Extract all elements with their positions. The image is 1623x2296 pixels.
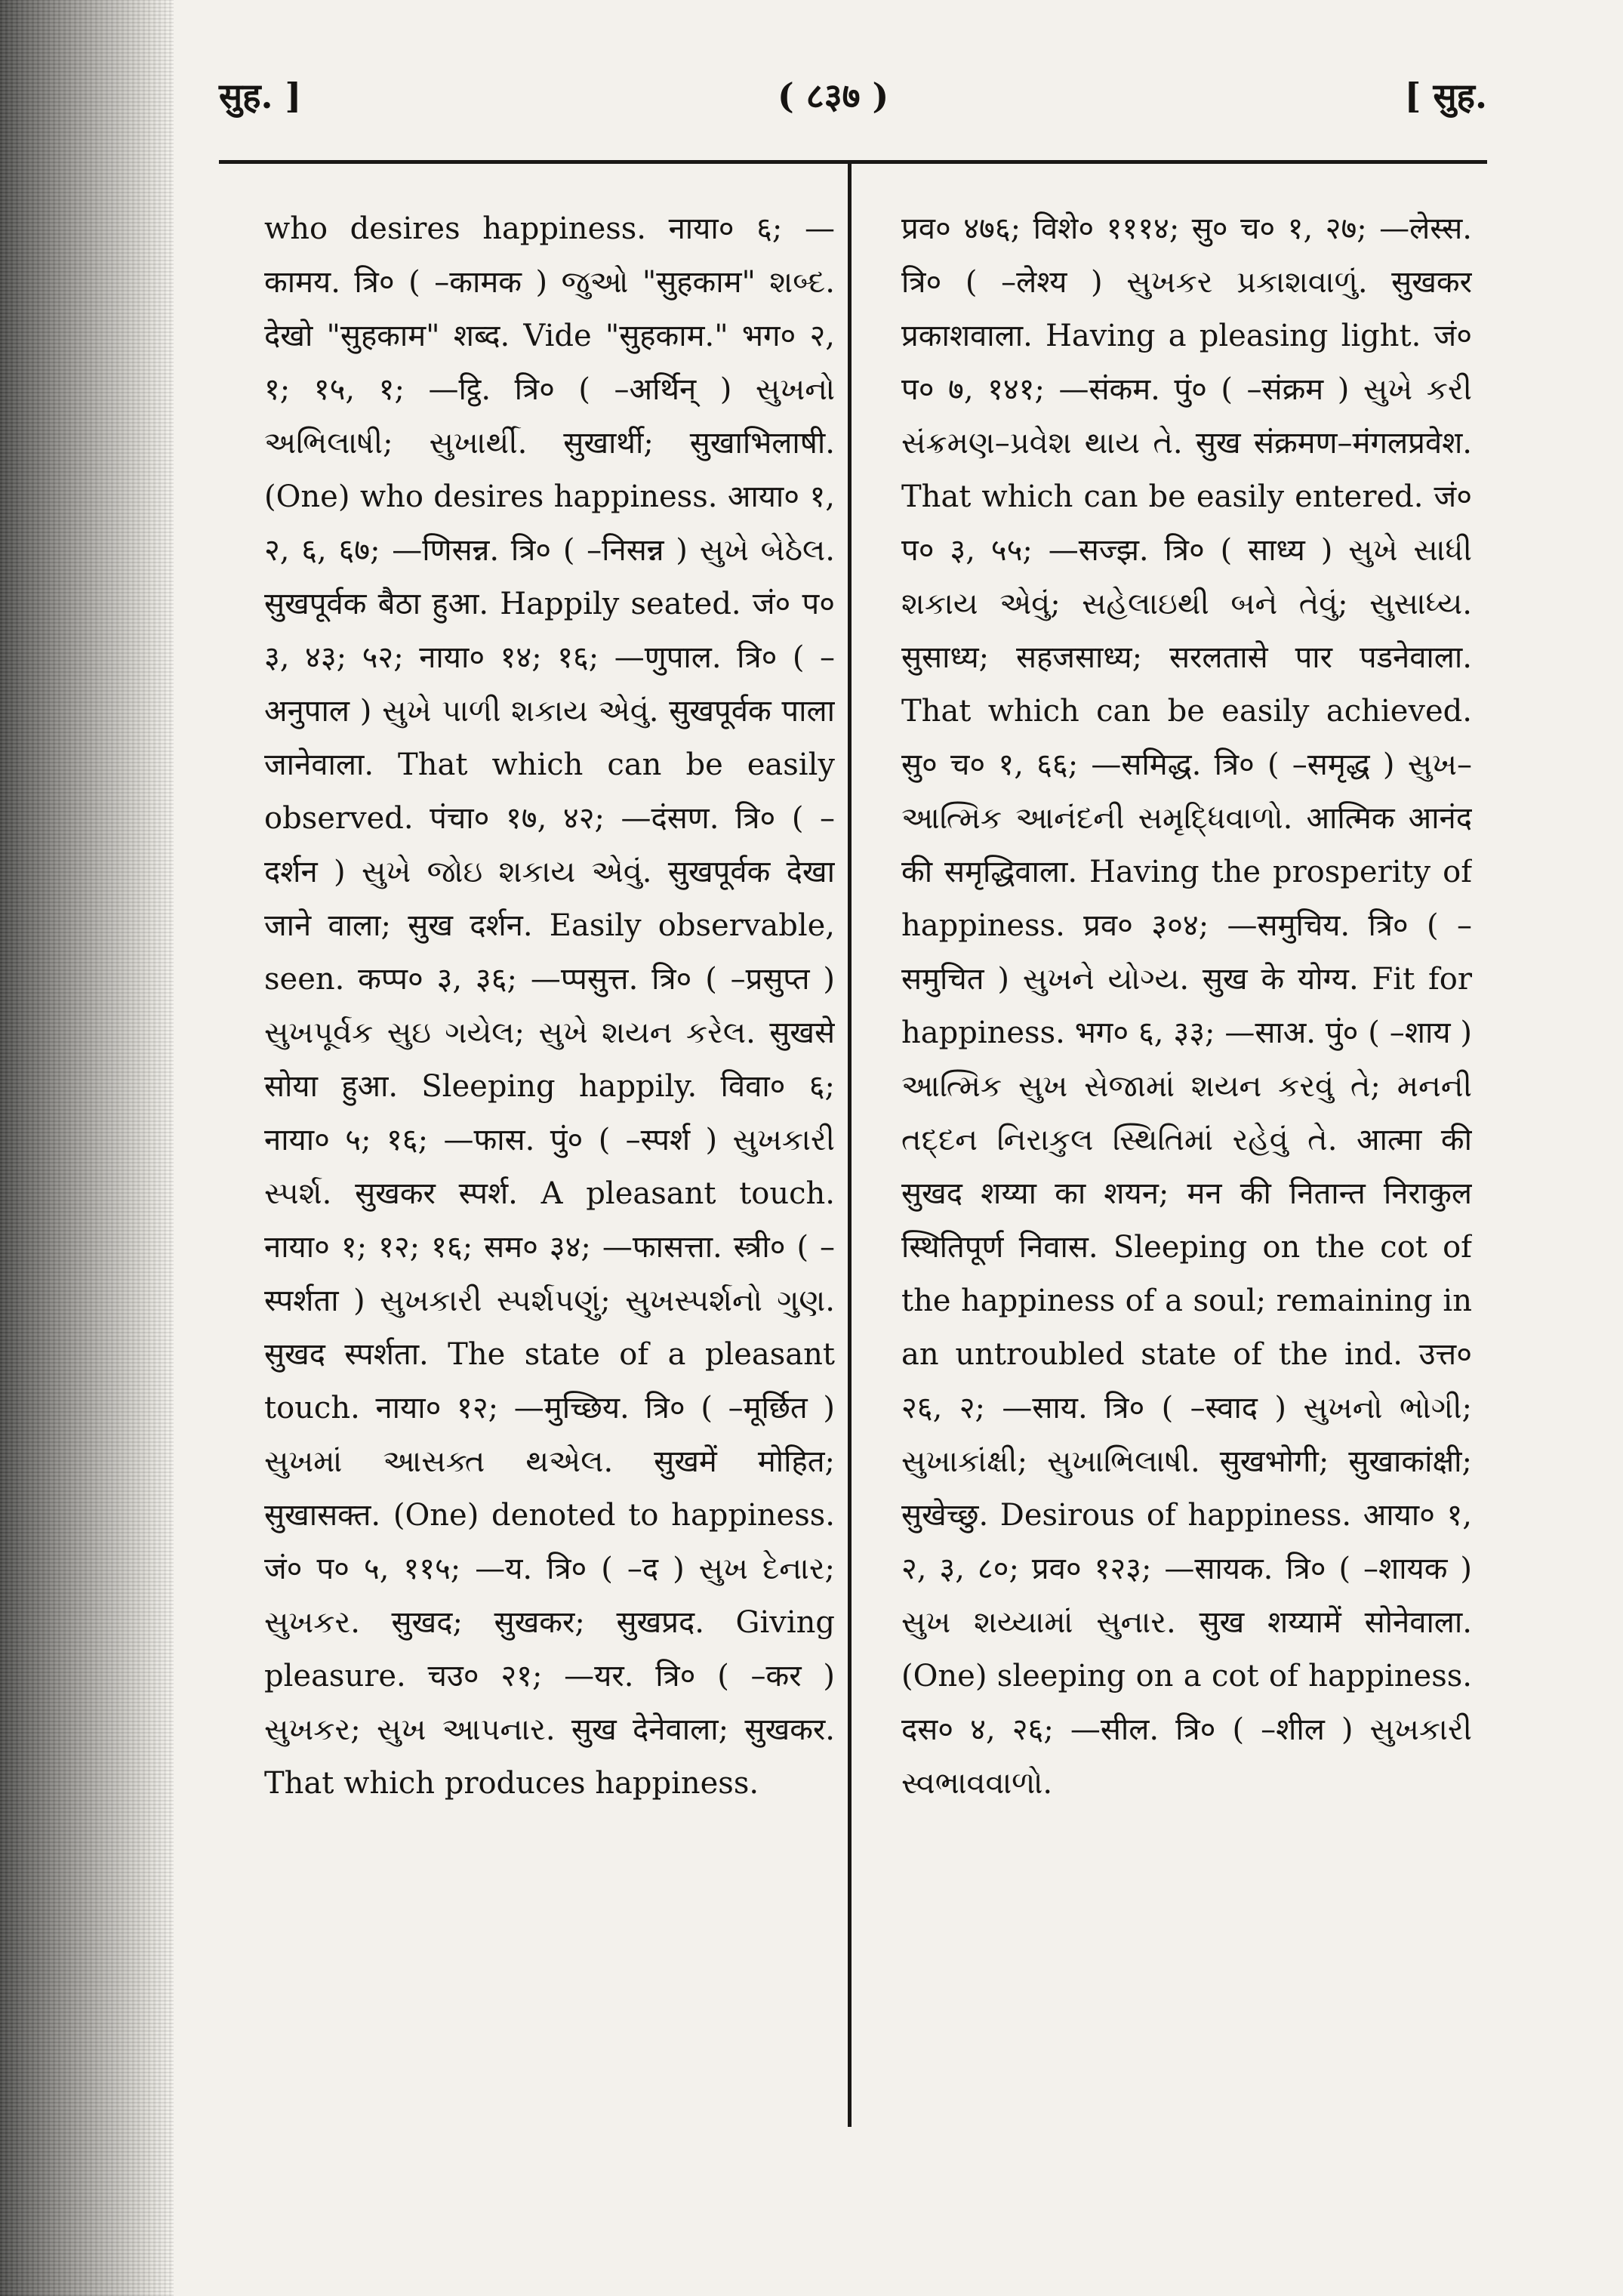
page-header	[219, 72, 1487, 132]
right-column-text: प्रव० ४७६; विशे० १११४; सु० च० १, २७; —लेस्स. त्रि० ( –लेश्य ) સુખકર પ્રકાશવાળું. सुखकर प्रकाशवाला. Having a pleasing light. जं० प० ७, १४१; —संकम. पुं० ( –संक्रम ) સુખે કરી સંક્રમણ–પ્રવેશ થાય તે. सुख संक्रमण–मंगलप्रवेश. That which can be easily entered. जं० प० ३, ५५; —सज्झ. त्रि० ( साध्य ) સુખે સાધી શકાય એવું; સહેલાઇથી બને તેવું; સુસાધ્ય. सुसाध्य; सहजसाध्य; सरलतासे पार पडनेवाला. That which can be easily achieved. सु० च० १, ६६; —समिद्ध. त्रि० ( –समृद्ध ) સુખ–આત્મિક આનંદની સમૃદ્ધિવાળો. आत्मिक आनंद की समृद्धिवाला. Having the prosperity of happiness. प्रव० ३०४; —समुचिय. त्रि० ( –समुचित ) સુખને યોગ્ય. सुख के योग्य. Fit for happiness. भग० ६, ३३; —साअ. पुं० ( –शाय ) આત્મિક સુખ સેજામાં શયન કરવું તે; મનની તદ્દન નિરાકુલ સ્થિતિમાં રહેવું તે. आत्मा की सुखद शय्या का शयन; मन की नितान्त निराकुल स्थितिपूर्ण निवास. Sleeping on the cot of the happiness of a soul; remaining in an untroubled state of the ind. उत्त० २६, २; —साय. त्रि० ( –स्वाद ) સુખનો ભોગી; સુખાકાંક્ષી; સુખાભિલાષી. सुखभोगी; सुखाकांक्षी; सुखेच्छु. Desirous of happiness. आया० १, २, ३, ८०; प्रव० १२३; —सायक. त्रि० ( –शायक ) સુખ શય્યામાં સુનાર. सुख शय्यामें सोनेवाला. (One) sleeping on a cot of happiness. दस० ४, २६; —सील. त्रि० ( –शील ) સુખકારી સ્વભાવવાળો.	[901, 211, 1472, 1801]
header-rule	[219, 160, 1487, 164]
right-column	[901, 202, 1472, 2165]
page-number: ( ८३७ )	[778, 76, 889, 116]
left-column-text: who desires happiness. नाया० ६; —कामय. त्रि० ( –कामक ) જુઓ "सुहकाम" શબ્દ. देखो "सुहकाम" शब्द. Vide "सुहकाम." भग० २, १; १५, १; —ट्ठि. त्रि० ( –अर्थिन् ) સુખનો અભિલાષી; સુખાર્થી. सुखार्थी; सुखाभिलाषी. (One) who desires happiness. आया० १, २, ६, ६७; —णिसन्न. त्रि० ( –निसन्न ) સુખે બેઠેલ. सुखपूर्वक बैठा हुआ. Happily seated. जं० प० ३, ४३; ५२; नाया० १४; १६; —णुपाल. त्रि० ( –अनुपाल ) સુખે પાળી શકાય એવું. सुखपूर्वक पाला जानेवाला. That which can be easily observed. पंचा० १७, ४२; —दंसण. त्रि० ( –दर्शन ) સુખે જોઇ શકાય એવું. सुखपूर्वक देखा जाने वाला; सुख दर्शन. Easily observable, seen. कप्प० ३, ३६; —प्पसुत्त. त्रि० ( –प्रसुप्त ) સુખપૂર્વક સુઇ ગયેલ; સુખે શયન કરેલ. सुखसे सोया हुआ. Sleeping happily. विवा० ६; नाया० ५; १६; —फास. पुं० ( –स्पर्श ) સુખકારી સ્પર્શ. सुखकर स्पर्श. A pleasant touch. नाया० १; १२; १६; सम० ३४; —फासत्ता. स्त्री० ( –स्पर्शता ) સુખકારી સ્પર્શપણું; સુખસ્પર્શનો ગુણ. सुखद स्पर्शता. The state of a pleasant touch. नाया० १२; —मुच्छिय. त्रि० ( –मूर्छित ) સુખમાં આસક્ત થએલ. सुखमें मोहित; सुखासक्त. (One) denoted to happiness. जं० प० ५, ११५; —य. त्रि० ( –द ) સુખ દેનાર; સુખકર. सुखद; सुखकर; सुखप्रद. Giving pleasure. चउ० २१; —यर. त्रि० ( –कर ) સુખકર; સુખ આપનાર. सुख देनेवाला; सुखकर. That which produces happiness.	[264, 211, 835, 1801]
column-divider	[848, 164, 852, 2127]
header-right-guide-word: [ सुह.	[1404, 76, 1487, 116]
header-left-guide-word: सुह. ]	[219, 76, 302, 116]
left-column	[264, 202, 835, 2165]
binding-texture	[0, 0, 174, 2296]
